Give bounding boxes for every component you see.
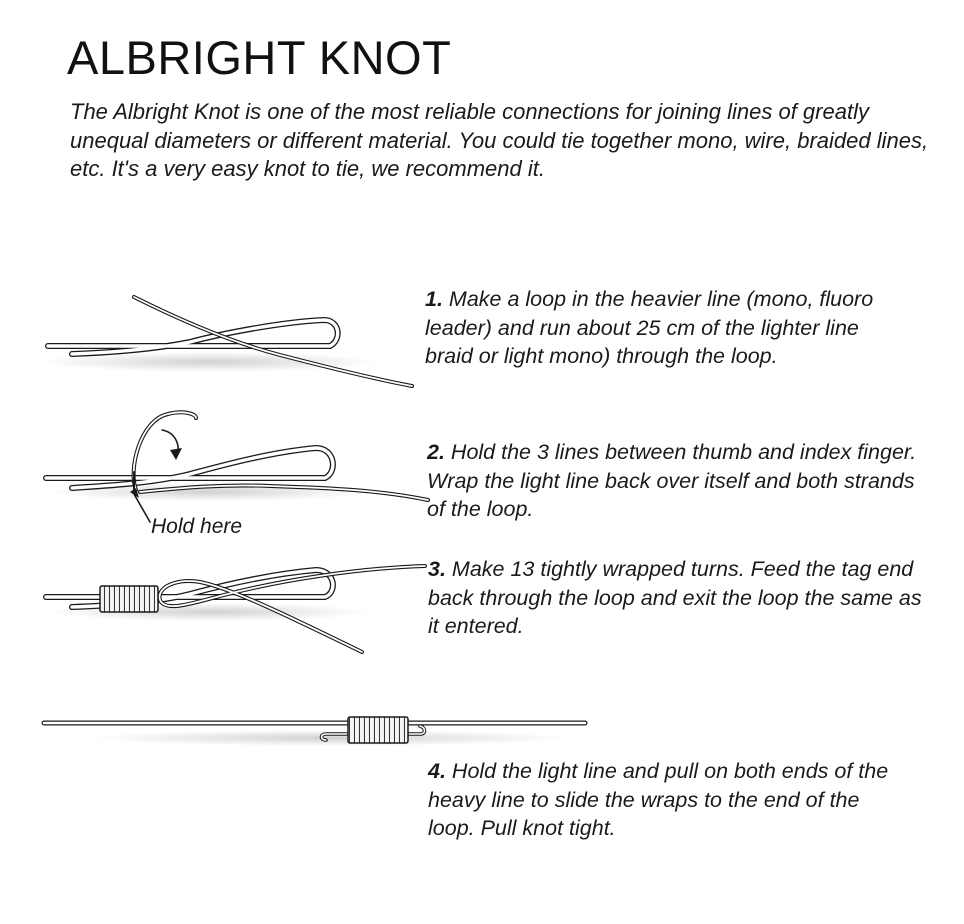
step-1-illustration [40,297,412,386]
step-3-description: Make 13 tightly wrapped turns. Feed the tag end back through the loop and exit the loop the same as it entered. [428,557,922,639]
step-4-number: 4. [428,759,446,783]
step-3-number: 3. [428,557,446,581]
page-title: ALBRIGHT KNOT [67,31,452,84]
step-1-number: 1. [425,287,443,311]
step-1-description: Make a loop in the heavier line (mono, fluoro leader) and run about 25 cm of the lighter line braid or light mono) through the loop. [425,287,874,369]
hold-here-label: Hold here [151,515,243,538]
step-3-illustration [46,566,425,652]
intro-paragraph: The Albright Knot is one of the most reliable connections for joining lines of greatly unequal diameters or different material. You could tie together mono, wire, braided lines, etc. It's a very easy knot to tie, we recommend it. [70,99,929,181]
step-2-number: 2. [427,440,445,464]
step-4-illustration [44,717,585,746]
step-2-description: Hold the 3 lines between thumb and index finger. Wrap the light line back over itself and both strands of the loop. [427,440,917,522]
step-2-illustration [46,412,428,522]
step-4-description: Hold the light line and pull on both ends of the heavy line to slide the wraps to the end of the loop. Pull knot tight. [428,759,889,841]
